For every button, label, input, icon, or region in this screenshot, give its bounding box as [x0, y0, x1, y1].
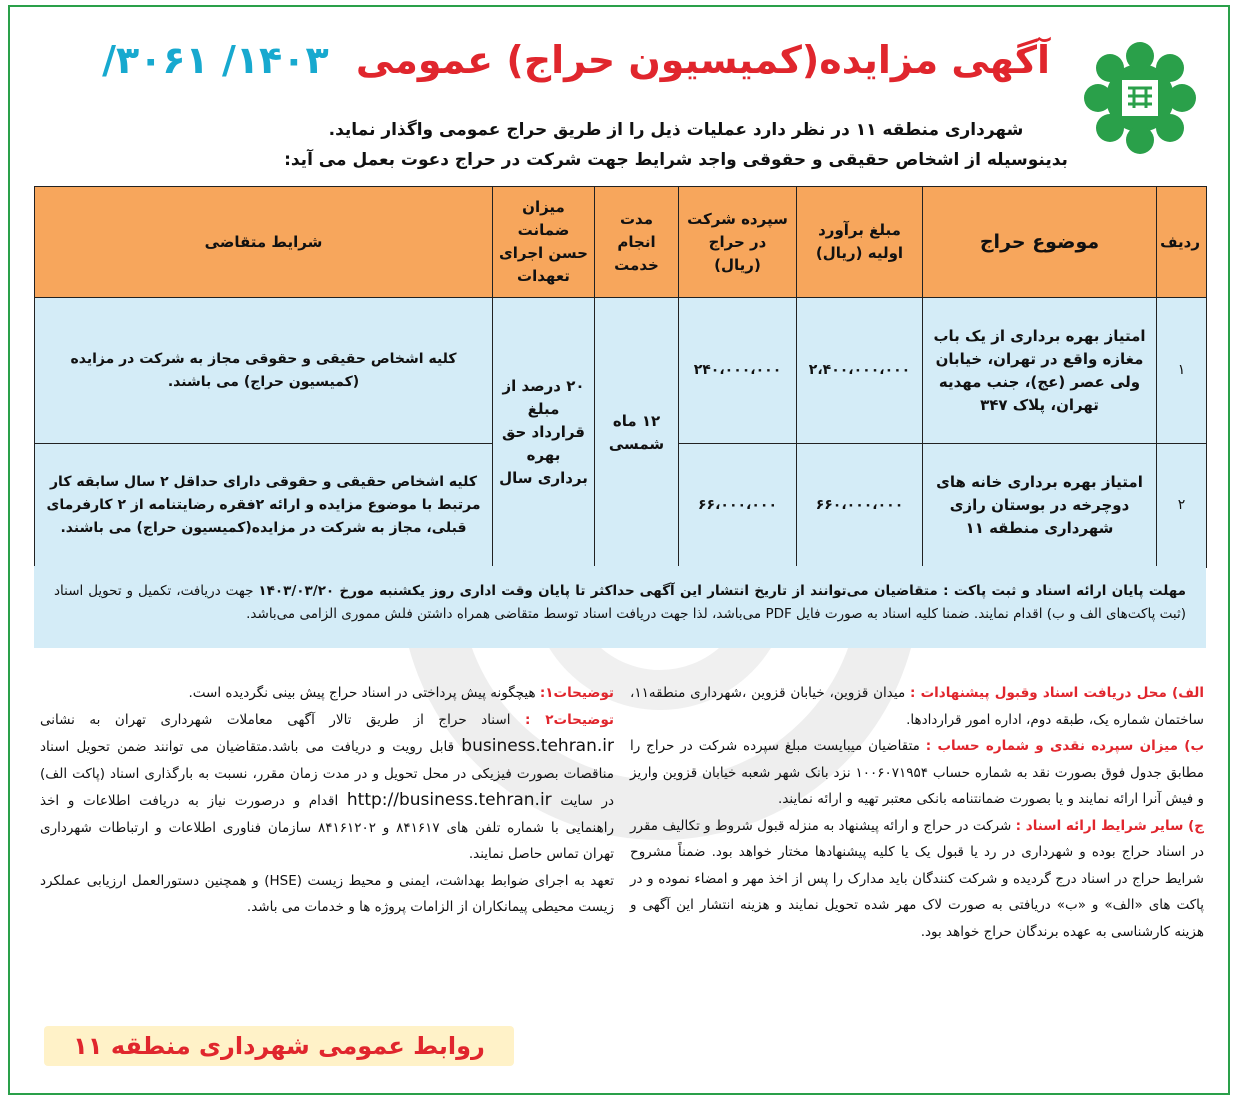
cell-subject: امتیاز بهره برداری از یک باب مغازه واقع در تهران، خیابان ولی عصر (عج)، جنب مهدیه تهران، پلاک ۳۴۷	[923, 298, 1157, 444]
section-c-heading: ج) سایر شرایط ارائه اسناد :	[1015, 817, 1204, 834]
header-row-no: ردیف	[1157, 187, 1207, 298]
cell-deposit: ۶۶،۰۰۰،۰۰۰	[679, 444, 797, 568]
note-2-text-b: قابل رویت و دریافت می باشد.متقاضیان می توانند ضمن تحویل اسناد مناقصات بصورت فیزیکی در محل تحویل و در مدت زمان مقرر، نسبت به بارگذاری اسناد (پاکت الف) در سایت	[40, 739, 615, 809]
ad-title	[102, 34, 1050, 86]
header-duration: مدت انجام خدمت	[595, 187, 679, 298]
section-c-text: شرکت در حراج و ارائه پیشنهاد به منزله قبول شروط و تکالیف مقرر در اسناد حراج بوده و شهرداری در رد یا قبول یک یا کلیه پیشنهادها مختار خواهد بود. ضمناً مشروح شرایط حراج در اسناد درج گردیده و شرکت کنندگان باید مدارک را پس از اخذ مهر و امضاء نموده و در پاکت های «الف» و «ب» دریافتی به صورت لاک مهر شده تحویل نمایند و هزینه انتشار این آگهی و هزینه کارشناسی به عهده برندگان حراج خواهد بود.	[630, 817, 1204, 940]
ad-number: ۱۴۰۳/ ۳۰۶۱/	[102, 38, 329, 82]
section-a-text: میدان قزوین، خیابان قزوین ،شهرداری منطقه۱۱، ساختمان شماره یک، طبقه دوم، اداره امور قراردادها.	[630, 685, 1204, 728]
cell-deposit: ۲۴۰،۰۰۰،۰۰۰	[679, 298, 797, 444]
notes-left-column	[40, 680, 614, 921]
intro-line-2: بدینوسیله از اشخاص حقیقی و حقوقی واجد شرایط جهت شرکت در حراج دعوت بعمل می آید:	[284, 150, 1068, 170]
header-estimate: مبلغ برآورد اولیه (ریال)	[797, 187, 923, 298]
ad-title-text: آگهی مزایده(کمیسیون حراج) عمومی	[355, 38, 1050, 82]
footer-signature: روابط عمومی شهرداری منطقه ۱۱	[44, 1026, 514, 1066]
cell-row-no: ۱	[1157, 298, 1207, 444]
cell-row-no: ۲	[1157, 444, 1207, 568]
cell-duration: ۱۲ ماه شمسی	[595, 298, 679, 568]
note-2	[40, 707, 614, 868]
section-b-heading: ب) میزان سپرده نقدی و شماره حساب :	[925, 738, 1205, 754]
note-2-text-c: اقدام و درصورت نیاز به دریافت اطلاعات و اخذ راهنمایی با شماره تلفن های ۸۴۱۶۱۷ و ۸۴۱۶۱۲۰۲ سازمان فناوری اطلاعات و ارتباطات شهرداری تهران تماس حاصل نمایند.	[40, 793, 614, 862]
deadline-part-2: حداکثر تا پایان وقت اداری روز یکشنبه مورخ ۱۴۰۳/۰۳/۲۰	[258, 583, 635, 599]
deadline-part-3: جهت دریافت، تکمیل و تحویل اسناد (ثبت پاکت‌های الف و ب) اقدام نمایند. ضمنا کلیه اسناد به صورت فایل PDF می‌باشد، لذا جهت دریافت اسناد توسط متقاضی همراه داشتن فلش مموری الزامی می‌باشد.	[54, 583, 1186, 622]
header-conditions: شرایط متقاضی	[35, 187, 493, 298]
section-b	[630, 733, 1204, 813]
header-deposit: سپرده شرکت در حراج (ریال)	[679, 187, 797, 298]
table-header-row	[35, 187, 1207, 298]
cell-guarantee: ۲۰ درصد از مبلغ قرارداد حق بهره برداری سال	[493, 298, 595, 568]
hse-note: تعهد به اجرای ضوابط بهداشت، ایمنی و محیط زیست (HSE) و همچنین دستورالعمل ارزیابی عملکرد زیست محیطی پیمانکاران از الزامات پروژه ها و خدمات می باشد.	[40, 872, 614, 915]
table-row	[35, 298, 1207, 444]
header-subject: موضوع حراج	[923, 187, 1157, 298]
deadline-notice	[34, 566, 1206, 648]
note-1	[40, 680, 614, 707]
cell-conditions: کلیه اشخاص حقیقی و حقوقی مجاز به شرکت در مزایده (کمیسیون حراج) می باشند.	[35, 298, 493, 444]
section-a-heading: الف) محل دریافت اسناد وقبول پیشنهادات :	[910, 685, 1204, 701]
note-2-text-a: اسناد حراج از طریق تالار آگهی معاملات شهرداری تهران به نشانی	[40, 711, 511, 728]
section-c	[630, 813, 1204, 946]
cell-conditions: کلیه اشخاص حقیقی و حقوقی دارای حداقل ۲ سال سابقه کار مرتبط با موضوع مزایده و ارائه ۲فقره رضایتنامه از ۲ کارفرمای قبلی، مجاز به شرکت در مزایده(کمیسیون حراج) می باشند.	[35, 444, 493, 568]
header-guarantee: میزان ضمانت حسن اجرای تعهدات	[493, 187, 595, 298]
cell-estimate: ۲،۴۰۰،۰۰۰،۰۰۰	[797, 298, 923, 444]
business-full-link[interactable]: http://business.tehran.ir	[346, 790, 552, 810]
deadline-part-1: مهلت پایان ارائه اسناد و ثبت پاکت : متقاضیان می‌توانند از تاریخ انتشار این آگهی	[639, 583, 1186, 599]
note-1-heading: توضیحات۱:	[539, 685, 614, 701]
intro-line-1: شهرداری منطقه ۱۱ در نظر دارد عملیات ذیل را از طریق حراج عمومی واگذار نماید.	[328, 120, 1024, 140]
cell-subject: امتیاز بهره برداری خانه های دوچرخه در بوستان رازی شهرداری منطقه ۱۱	[923, 444, 1157, 568]
note-2-heading: توضیحات۲ :	[524, 711, 614, 728]
business-link[interactable]: business.tehran.ir	[461, 736, 614, 756]
section-a	[630, 680, 1204, 733]
note-1-text: هیچگونه پیش پرداختی در اسناد حراج پیش بینی نگردیده است.	[188, 685, 536, 701]
cell-estimate: ۶۶۰،۰۰۰،۰۰۰	[797, 444, 923, 568]
terms-right-column	[630, 680, 1204, 945]
auction-table	[34, 186, 1207, 568]
section-b-text: متقاضیان میبایست مبلغ سپرده شرکت در حراج را مطابق جدول فوق بصورت نقد به شماره حساب ۱۰۰۶۰۷۱۹۵۴ نزد بانک شهر شعبه خیابان قزوین واریز و فیش آنرا ارائه نمایند و یا بصورت ضمانتنامه بانکی معتبر تهیه و ارائه نمایند.	[630, 738, 1204, 807]
